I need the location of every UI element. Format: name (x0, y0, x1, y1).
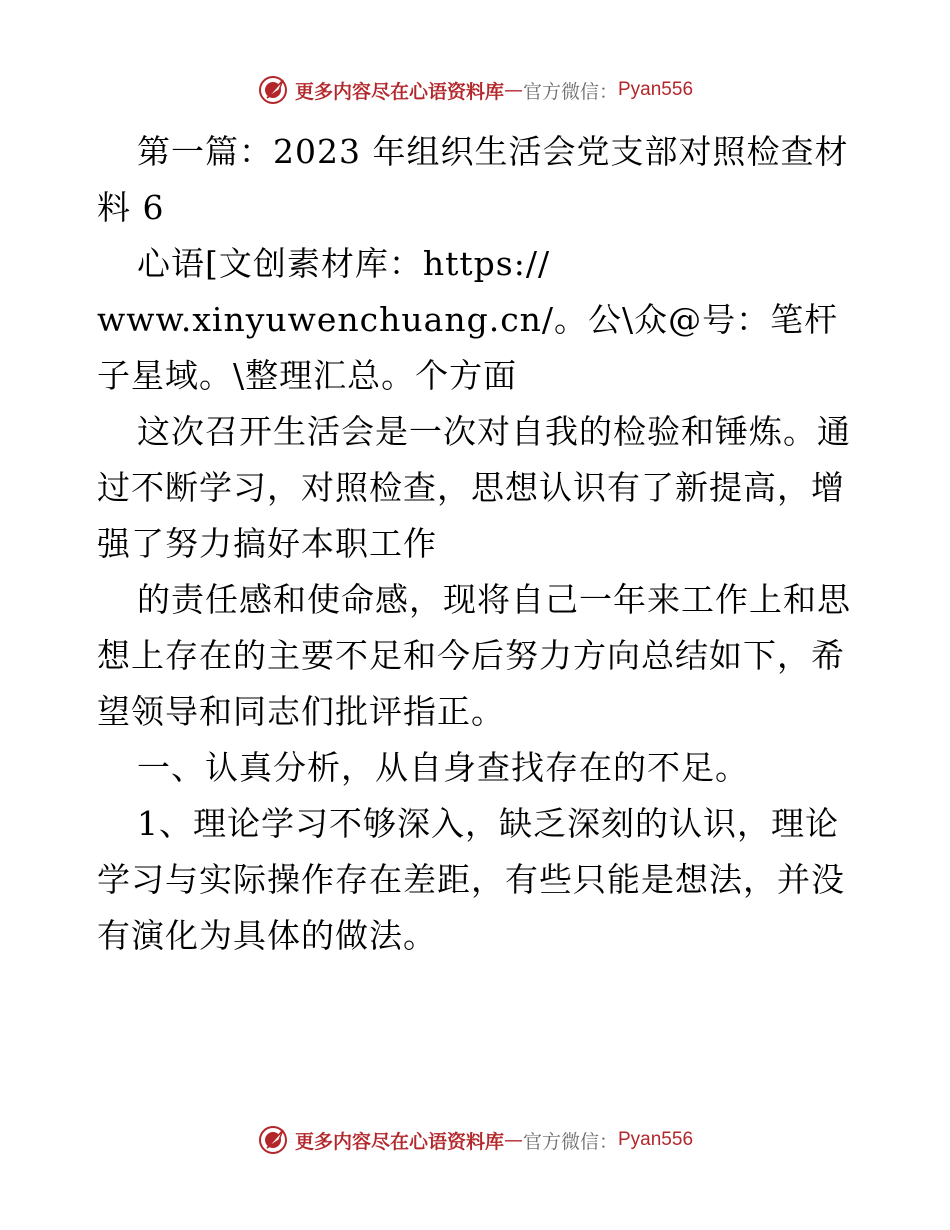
document-body (97, 124, 857, 964)
header-wechat-id: Pyan556 (618, 79, 694, 100)
footer-red-text: 更多内容尽在心语资料库 (294, 1130, 504, 1153)
paragraph-2: 的责任感和使命感，现将自己一年来工作上和思想上存在的主要不足和今后努力方向总结如下，希望领导和同志们批评指正。 (97, 580, 851, 731)
paragraph-1: 这次召开生活会是一次对自我的检验和锤炼。通过不断学习，对照检查，思想认识有了新提高，增强了努力搞好本职工作 (97, 412, 851, 563)
source-line-1: 心语[文创素材库：https:// (137, 244, 551, 283)
header-dash: — (503, 79, 523, 101)
source-line-2: www.xinyuwenchuang.cn/。公\众@号：笔杆子星域。\整理汇总。个方面 (97, 300, 839, 395)
document-title: 第一篇：2023 年组织生活会党支部对照检查材料 6 (97, 132, 849, 227)
paragraph-3: 一、认真分析，从自身查找存在的不足。 (137, 748, 749, 787)
paragraph-4: 1、理论学习不够深入，缺乏深刻的认识，理论学习与实际操作存在差距，有些只能是想法，并没有演化为具体的做法。 (97, 804, 845, 955)
quill-logo-icon (257, 74, 289, 106)
footer-gray-text: 官方微信： (522, 1130, 618, 1153)
footer-dash: — (503, 1129, 523, 1151)
header-banner (0, 70, 950, 110)
quill-logo-icon (257, 1124, 289, 1156)
header-red-text: 更多内容尽在心语资料库 (294, 80, 504, 103)
footer-wechat-id: Pyan556 (618, 1129, 694, 1150)
header-gray-text: 官方微信： (522, 80, 618, 103)
footer-banner (0, 1120, 950, 1160)
